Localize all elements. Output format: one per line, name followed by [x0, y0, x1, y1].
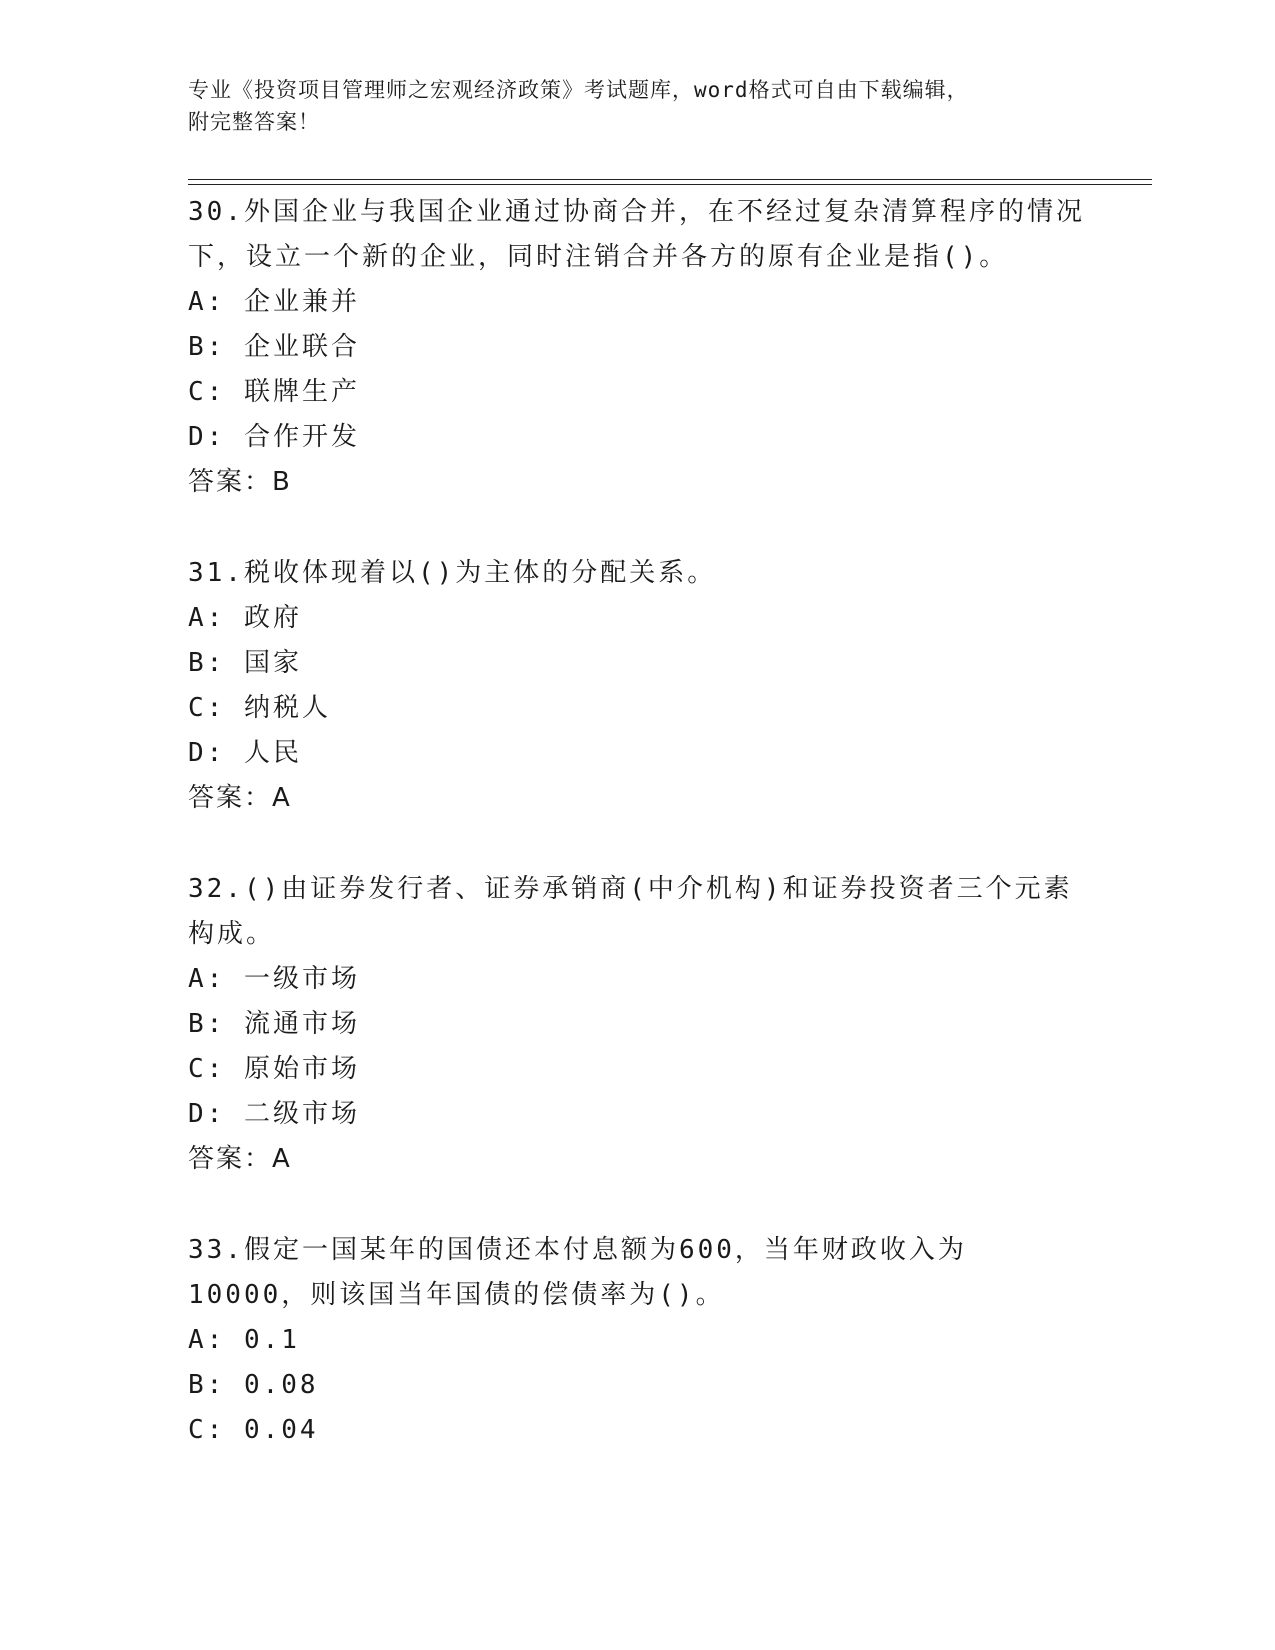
header-divider-top [188, 179, 1152, 180]
option-a [188, 280, 1088, 325]
option-key: A: [188, 603, 226, 633]
option-key: A: [188, 1325, 226, 1355]
question-31 [188, 551, 1088, 821]
option-key: D: [188, 1099, 226, 1129]
option-key: C: [188, 377, 226, 407]
option-text: 0.04 [243, 1415, 319, 1445]
header-divider-bottom [188, 184, 1152, 185]
option-text: 0.1 [243, 1325, 300, 1355]
option-key: A: [188, 287, 226, 317]
question-33 [188, 1228, 1088, 1453]
option-key: C: [188, 1054, 226, 1084]
option-text: 纳税人 [243, 693, 331, 723]
option-text: 一级市场 [243, 964, 360, 994]
option-d [188, 1092, 1088, 1137]
question-stem: 32.()由证券发行者、证券承销商(中介机构)和证券投资者三个元素构成。 [188, 874, 1073, 949]
option-key: B: [188, 332, 226, 362]
option-d [188, 415, 1088, 460]
option-key: A: [188, 964, 226, 994]
option-c [188, 686, 1088, 731]
option-a [188, 1318, 1088, 1363]
question-stem: 31.税收体现着以()为主体的分配关系。 [188, 558, 717, 588]
option-text: 0.08 [243, 1370, 319, 1400]
answer: 答案：A [188, 783, 292, 813]
option-text: 企业兼并 [243, 287, 360, 317]
option-b [188, 1002, 1088, 1047]
option-text: 人民 [243, 738, 302, 768]
option-c [188, 1408, 1088, 1453]
option-d [188, 731, 1088, 776]
question-32 [188, 867, 1088, 1182]
option-text: 原始市场 [243, 1054, 360, 1084]
option-text: 流通市场 [243, 1009, 360, 1039]
option-b [188, 325, 1088, 370]
header-line-2: 附完整答案！ [188, 110, 320, 134]
answer: 答案：B [188, 467, 292, 497]
question-list [188, 190, 1088, 1499]
option-key: C: [188, 1415, 226, 1445]
option-b [188, 1363, 1088, 1408]
option-b [188, 641, 1088, 686]
answer: 答案：A [188, 1144, 292, 1174]
header-line-1: 专业《投资项目管理师之宏观经济政策》考试题库，word格式可自由下载编辑， [188, 78, 969, 102]
option-key: C: [188, 693, 226, 723]
option-text: 国家 [243, 648, 302, 678]
option-text: 二级市场 [243, 1099, 360, 1129]
question-30 [188, 190, 1088, 505]
option-key: D: [188, 422, 226, 452]
option-key: B: [188, 648, 226, 678]
option-key: B: [188, 1370, 226, 1400]
option-a [188, 596, 1088, 641]
option-key: D: [188, 738, 226, 768]
option-text: 联牌生产 [243, 377, 360, 407]
option-c [188, 370, 1088, 415]
option-key: B: [188, 1009, 226, 1039]
option-text: 政府 [243, 603, 302, 633]
option-a [188, 957, 1088, 1002]
question-stem: 30.外国企业与我国企业通过协商合并，在不经过复杂清算程序的情况下，设立一个新的企业，同时注销合并各方的原有企业是指()。 [188, 197, 1085, 272]
option-c [188, 1047, 1088, 1092]
document-header [188, 74, 1068, 138]
option-text: 企业联合 [243, 332, 360, 362]
question-stem: 33.假定一国某年的国债还本付息额为600，当年财政收入为10000，则该国当年国债的偿债率为()。 [188, 1235, 967, 1310]
option-text: 合作开发 [243, 422, 360, 452]
